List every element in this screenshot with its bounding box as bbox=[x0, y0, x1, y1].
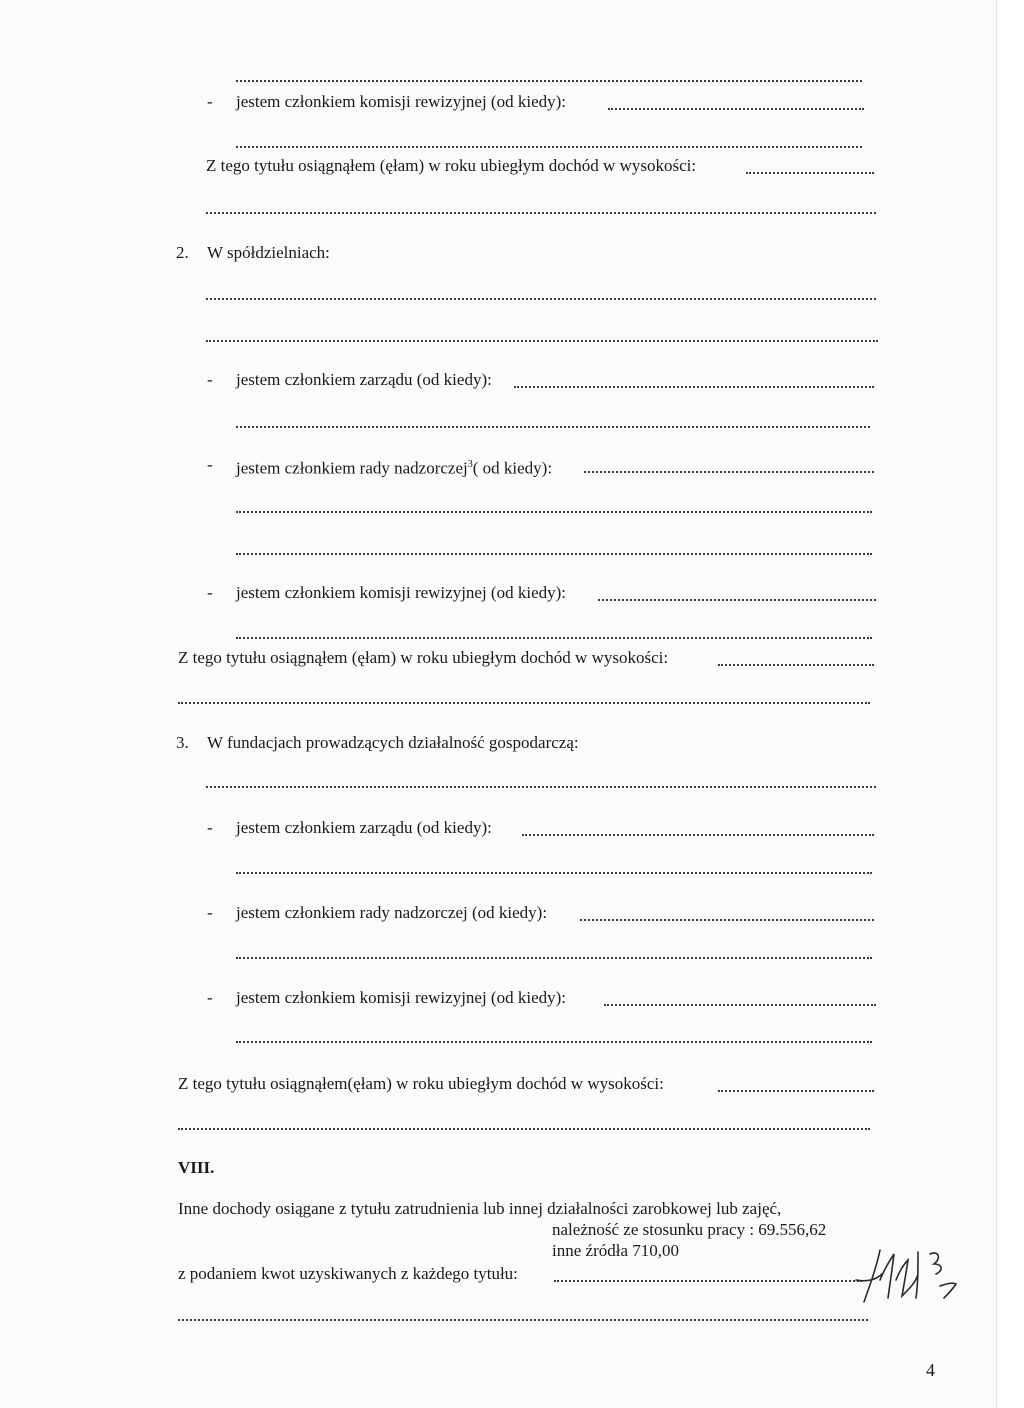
fill-line bbox=[718, 1090, 874, 1092]
income-label: Z tego tytułu osiągnąłem (ęłam) w roku ubiegłym dochód w wysokości: bbox=[178, 648, 669, 667]
fill-line bbox=[178, 1128, 870, 1130]
fill-line bbox=[554, 1280, 862, 1282]
board-label: jestem członkiem zarządu (od kiedy): bbox=[236, 818, 492, 837]
fill-line bbox=[206, 298, 876, 300]
fill-line bbox=[206, 786, 876, 788]
fill-line bbox=[178, 1319, 868, 1321]
fill-line bbox=[580, 919, 874, 921]
fill-line bbox=[236, 146, 862, 148]
audit-committee-label: jestem członkiem komisji rewizyjnej (od kiedy): bbox=[236, 583, 566, 602]
handwritten-signature bbox=[846, 1240, 966, 1310]
fill-line bbox=[598, 599, 876, 601]
bullet-dash: - bbox=[207, 903, 213, 922]
fill-line bbox=[746, 172, 874, 174]
fill-line bbox=[236, 957, 872, 959]
supervisory-label bbox=[236, 455, 552, 479]
audit-committee-label: jestem członkiem komisji rewizyjnej (od kiedy): bbox=[236, 92, 566, 111]
fill-line bbox=[236, 426, 870, 428]
section-number: 3. bbox=[176, 733, 189, 752]
board-label: jestem członkiem zarządu (od kiedy): bbox=[236, 370, 492, 389]
bullet-dash: - bbox=[207, 92, 213, 111]
fill-line bbox=[236, 1041, 872, 1043]
fill-line bbox=[604, 1004, 876, 1006]
fill-line bbox=[718, 664, 874, 666]
other-income-text: Inne dochody osiągane z tytułu zatrudnienia lub innej działalności zarobkowej lub zajęć, bbox=[178, 1199, 782, 1218]
bullet-dash: - bbox=[207, 818, 213, 837]
bullet-dash: - bbox=[207, 988, 213, 1007]
bullet-dash: - bbox=[207, 370, 213, 389]
fill-line bbox=[236, 511, 872, 513]
section-heading: VIII. bbox=[178, 1158, 215, 1177]
fill-line bbox=[522, 834, 874, 836]
fill-line bbox=[608, 108, 864, 110]
page-number: 4 bbox=[926, 1360, 935, 1380]
bullet-dash: - bbox=[207, 583, 213, 602]
supervisory-label-text: jestem członkiem rady nadzorczej bbox=[236, 458, 468, 478]
fill-line bbox=[178, 702, 870, 704]
income-label: Z tego tytułu osiągnąłem (ęłam) w roku ubiegłym dochód w wysokości: bbox=[206, 156, 697, 175]
fill-line bbox=[236, 872, 872, 874]
fill-line bbox=[514, 386, 874, 388]
supervisory-label: jestem członkiem rady nadzorczej (od kiedy): bbox=[236, 903, 548, 922]
fill-line bbox=[206, 212, 876, 214]
section-title: W spółdzielniach: bbox=[207, 243, 330, 262]
fill-line bbox=[236, 637, 872, 639]
amounts-label: z podaniem kwot uzyskiwanych z każdego tytułu: bbox=[178, 1264, 518, 1283]
fill-line bbox=[236, 80, 862, 82]
section-number: 2. bbox=[176, 243, 189, 262]
fill-line bbox=[206, 340, 878, 342]
section-title: W fundacjach prowadzących działalność gospodarczą: bbox=[207, 733, 579, 752]
fill-line bbox=[584, 471, 874, 473]
audit-committee-label: jestem członkiem komisji rewizyjnej (od kiedy): bbox=[236, 988, 566, 1007]
income-label: Z tego tytułu osiągnąłem(ęłam) w roku ubiegłym dochód w wysokości: bbox=[178, 1074, 664, 1093]
fill-line bbox=[236, 553, 872, 555]
typed-entry-other: inne źródła 710,00 bbox=[552, 1241, 679, 1260]
supervisory-label-tail: ( od kiedy): bbox=[472, 458, 553, 478]
footnote-ref: 3 bbox=[467, 459, 473, 470]
bullet-dash: - bbox=[207, 455, 213, 474]
typed-entry-salary: należność ze stosunku pracy : 69.556,62 bbox=[552, 1220, 827, 1239]
